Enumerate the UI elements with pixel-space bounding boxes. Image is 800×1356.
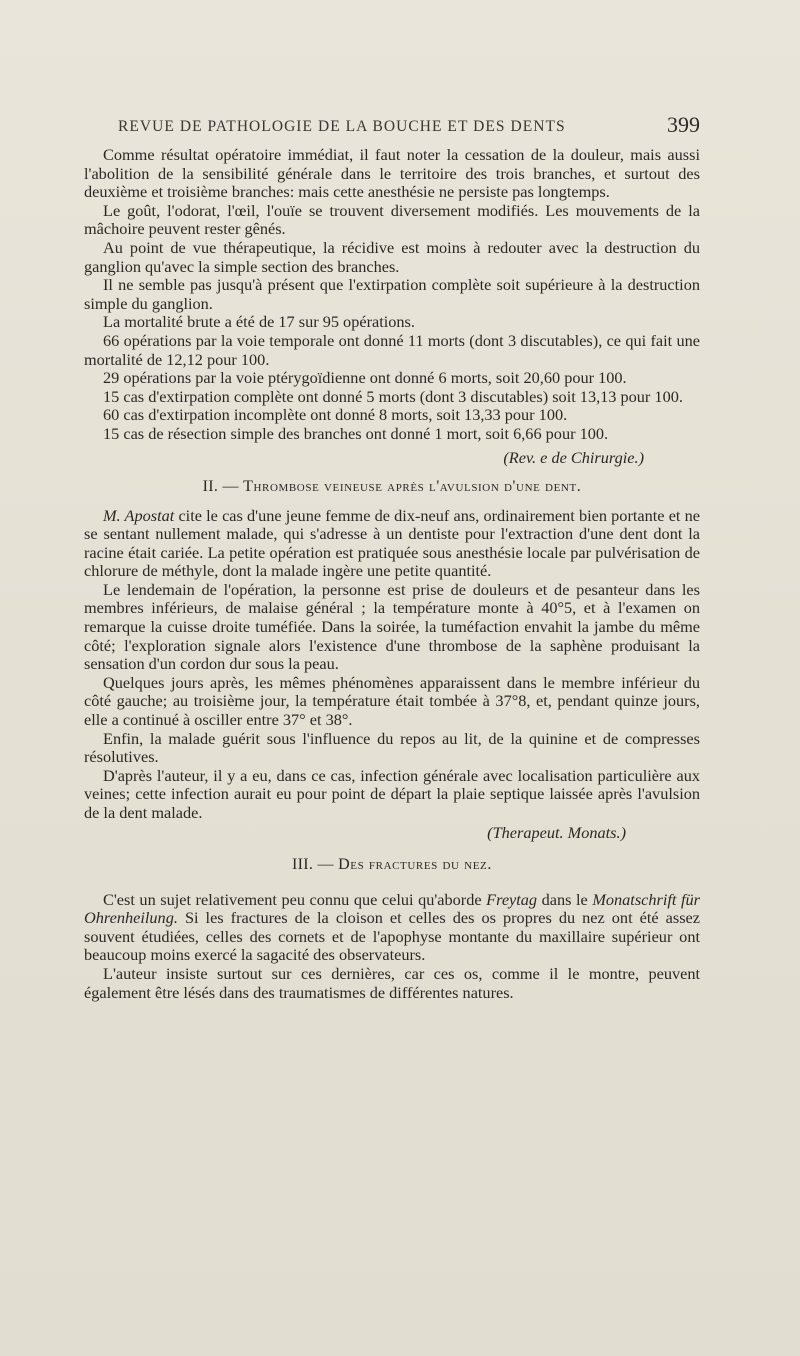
author-name: M. Apostat (103, 505, 175, 525)
section-numeral: II. — (202, 477, 239, 495)
paragraph-text: C'est un sujet relativement peu connu que celui qu'aborde (103, 889, 487, 909)
section-heading (84, 855, 700, 875)
section-heading (84, 477, 700, 497)
paragraph (84, 507, 700, 581)
paragraph-text: Si les fractures de la cloison et celles des os propres du nez ont été assez souvent étudiées, celles des cornets et de l'apophyse montante du maxillaire supérieur ont beaucoup moins exercé la sagacité des observateurs. (84, 908, 700, 965)
source-citation: (Rev. e de Chirurgie.) (503, 447, 644, 467)
paragraph: 15 cas de résection simple des branches ont donné 1 mort, soit 6,66 pour 100. (103, 423, 609, 443)
running-title: REVUE DE PATHOLOGIE DE LA BOUCHE ET DES DENTS (118, 118, 566, 135)
paragraph: Comme résultat opératoire immédiat, il faut noter la cessation de la douleur, mais aussi l'abolition de la sensibilité générale dans le territoire des trois branches, et surtout des deuxième et troisième branches: mais cette anesthésie ne persiste pas longtemps. (84, 145, 700, 202)
paragraph-text: cite le cas d'une jeune femme de dix-neuf ans, ordinairement bien portante et ne se sentant nullement malade, qui s'adresse à un dentiste pour l'extraction d'une dent dont la racine était cariée. La petite opération est pratiquée sous anesthésie locale par pulvérisation de chlorure de méthyle, dont la malade ingère une petite quantité. (84, 505, 700, 581)
paragraph: Au point de vue thérapeutique, la récidive est moins à redouter avec la destruction du ganglion qu'avec la simple section des branches. (84, 237, 700, 276)
section-title: Thrombose veineuse après l'avulsion d'une dent. (243, 477, 582, 495)
paragraph: 29 opérations par la voie ptérygoïdienne ont donné 6 morts, soit 20,60 pour 100. (103, 368, 627, 388)
paragraph: Il ne semble pas jusqu'à présent que l'extirpation complète soit supérieure à la destruction simple du ganglion. (84, 275, 700, 313)
paragraph-text: dans le (537, 889, 593, 909)
journal-name: Monatschrift für Ohrenheilung. (84, 889, 700, 928)
section-numeral: III. — (292, 855, 334, 873)
page-body (84, 146, 700, 1002)
paragraph: D'après l'auteur, il y a eu, dans ce cas, infection générale avec localisation particulière aux veines; cette infection aurait eu pour point de départ la plaie septique laissée après l'avulsion de la dent malade. (84, 765, 700, 822)
paragraph: Enfin, la malade guérit sous l'influence du repos au lit, de la quinine et de compresses résolutives. (84, 728, 700, 767)
page-header (118, 112, 700, 140)
paragraph: Le goût, l'odorat, l'œil, l'ouïe se trouvent diversement modifiés. Les mouvements de la mâchoire peuvent rester gênés. (84, 200, 700, 239)
paragraph: La mortalité brute a été de 17 sur 95 opérations. (103, 312, 415, 332)
page-number: 399 (667, 112, 700, 137)
paragraph (84, 891, 700, 965)
paragraph: 15 cas d'extirpation complète ont donné 5 morts (dont 3 discutables) soit 13,13 pour 100. (103, 386, 683, 406)
author-name: Freytag (486, 889, 538, 909)
section-title: Des fractures du nez. (338, 855, 492, 873)
paragraph: Quelques jours après, les mêmes phénomènes apparaissent dans le membre inférieur du côté gauche; au troisième jour, la température était tombée à 37°8, et, pendant quinze jours, elle a continué à osciller entre 37° et 38°. (84, 672, 700, 730)
paragraph: 60 cas d'extirpation incomplète ont donné 8 morts, soit 13,33 pour 100. (103, 405, 568, 425)
paragraph: 66 opérations par la voie temporale ont donné 11 morts (dont 3 discutables), ce qui fait une mortalité de 12,12 pour 100. (84, 330, 700, 369)
paragraph: L'auteur insiste surtout sur ces dernières, car ces os, comme il le montre, peuvent également être lésés dans des traumatismes de différentes natures. (84, 963, 700, 1002)
source-citation: (Therapeut. Monats.) (487, 822, 626, 842)
paragraph: Le lendemain de l'opération, la personne est prise de douleurs et de pesanteur dans les membres inférieurs, de malaise général ; la température monte à 40°5, et à l'examen on remarque la cuisse droite tuméfiée. Dans la soirée, la tuméfaction envahit la jambe du même côté; l'exploration signale alors l'existence d'une thrombose de la saphène produisant la sensation d'un cordon dur sous la peau. (84, 579, 700, 674)
